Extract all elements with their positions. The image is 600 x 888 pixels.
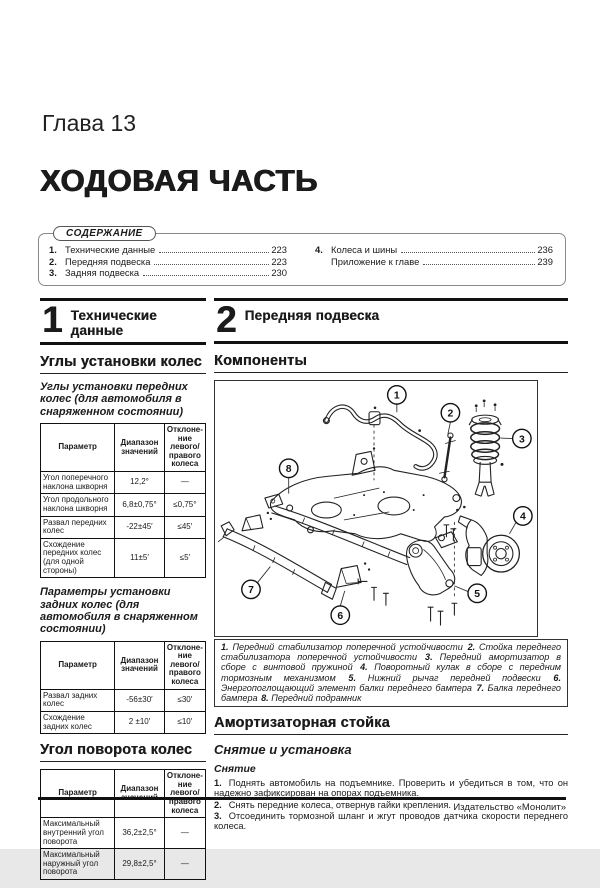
section-2-header	[214, 298, 568, 344]
absorber-bracket-drawing	[336, 562, 370, 587]
toc-entry-page: 223	[271, 256, 287, 267]
spec-table-turn-angle	[40, 769, 206, 880]
table-cell: Максимальный внутренний угол поворота	[41, 818, 115, 849]
toc-dot-leader	[423, 264, 535, 265]
table-cell: Развал передних колес	[41, 516, 115, 538]
procedure-step: 2. Снять передние колеса, отвернув гайки крепления.	[214, 801, 568, 811]
column-header: Параметр	[41, 641, 115, 689]
table-cell: Максимальный наружный угол поворота	[41, 849, 115, 880]
bolts-drawing	[358, 525, 457, 625]
caption-item: 2. Стойка переднего стабилизатора поперечной устойчивости	[221, 642, 561, 662]
table-row	[41, 689, 206, 711]
caption-item: 6. Энергопоглощающий элемент балки переднего бампера	[221, 673, 561, 693]
toc-dot-leader	[143, 275, 269, 276]
svg-text:1: 1	[394, 391, 400, 402]
page-title: ХОДОВАЯ ЧАСТЬ	[40, 163, 318, 199]
procedure-step: 3. Отсоединить тормозной шланг и жгут проводов датчика скорости переднего колеса.	[214, 812, 568, 832]
toc-entry-number: 4.	[315, 244, 331, 255]
svg-text:6: 6	[337, 611, 343, 622]
table-row	[41, 711, 206, 733]
contents-box	[38, 233, 566, 286]
callout-1	[388, 386, 406, 404]
column-header: Отклонение левого/правого колеса	[164, 641, 205, 689]
table-cell: Схождение передних колес (для одной стороны)	[41, 538, 115, 578]
table-cell: 29,8±2,5°	[115, 849, 165, 880]
column-header: Отклонение левого/правого колеса	[164, 423, 205, 471]
callout-2	[441, 404, 459, 422]
suspension-diagram	[214, 380, 538, 637]
toc-entry-label: Технические данные	[65, 244, 157, 255]
toc-entry	[315, 256, 553, 268]
table-cell: 11±5′	[115, 538, 165, 578]
svg-text:5: 5	[474, 589, 480, 600]
leader-line	[509, 521, 516, 533]
toc-entry	[49, 244, 287, 256]
table-row	[41, 849, 206, 880]
lower-arm-drawing	[407, 540, 455, 595]
subheading-removal: Снятие	[214, 763, 568, 775]
table-row	[41, 472, 206, 494]
table-cell: 12,2°	[115, 472, 165, 494]
stabilizer-bar-drawing	[323, 407, 435, 469]
svg-text:7: 7	[248, 585, 254, 596]
callout-7	[242, 580, 260, 598]
toc-entry-label: Передняя подвеска	[65, 256, 152, 267]
column-header: Диапазон значений	[115, 641, 165, 689]
caption-item: 3. Передний амортизатор в сборе с винтовой пружиной	[221, 652, 561, 672]
footer-rule	[38, 797, 566, 800]
table-cell: ≤5′	[164, 538, 205, 578]
svg-text:3: 3	[519, 434, 525, 445]
diagram-caption-box	[214, 639, 568, 707]
toc-column-left	[49, 244, 287, 279]
caption-item: 7. Балка переднего бампера	[221, 683, 561, 703]
table-cell: Угол продольного наклона шкворня	[41, 494, 115, 516]
heading-turn-angle: Угол поворота колес	[40, 742, 206, 762]
toc-dot-leader	[154, 264, 269, 265]
procedure-step: 1. Поднять автомобиль на подъемнике. Проверить и убедиться в том, что он надежно зафиксирован на опорах подъемника.	[214, 779, 568, 799]
caption-item: 1. Передний стабилизатор поперечной устойчивости	[221, 642, 463, 652]
toc-entry-page: 223	[271, 244, 287, 255]
table-cell: ≤45′	[164, 516, 205, 538]
caption-item: 5. Нижний рычаг передней подвески	[348, 673, 540, 683]
table-cell: —	[164, 849, 205, 880]
toc-entry-page: 230	[271, 267, 287, 278]
table-row	[41, 494, 206, 516]
toc-entry	[49, 267, 287, 279]
subheading-rear-wheels: Параметры установки задних колес (для автомобиля в снаряженном состоянии)	[40, 586, 206, 635]
right-column	[214, 298, 568, 834]
suspension-diagram-drawing	[215, 381, 537, 636]
table-cell: ≤0,75°	[164, 494, 205, 516]
section-1-header	[40, 298, 206, 345]
caption-item: 8. Передний подрамник	[261, 693, 361, 703]
column-header: Диапазон значений	[115, 770, 165, 818]
section-2-title: Передняя подвеска	[245, 303, 380, 323]
subheading-removal-installation: Снятие и установка	[214, 742, 568, 757]
callout-3	[513, 429, 531, 447]
callout-4	[514, 507, 532, 525]
bumper-beam-drawing	[218, 512, 336, 600]
table-cell: Угол поперечного наклона шкворня	[41, 472, 115, 494]
table-cell: Развал задних колес	[41, 689, 115, 711]
svg-text:2: 2	[448, 409, 454, 420]
table-cell: ≤10′	[164, 711, 205, 733]
table-row	[41, 538, 206, 578]
toc-entry-label: Колеса и шины	[331, 244, 399, 255]
svg-text:4: 4	[520, 512, 526, 523]
diagram-caption	[221, 642, 561, 703]
leader-line	[454, 586, 468, 592]
toc-entry	[315, 244, 553, 256]
table-row	[41, 516, 206, 538]
caption-item: 4. Поворотный кулак в сборе с передним тормозным механизмом	[221, 662, 561, 682]
knuckle-brake-drawing	[456, 506, 519, 576]
toc-entry	[49, 256, 287, 268]
callout-6	[331, 606, 349, 624]
section-2-number: 2	[216, 303, 237, 337]
heading-components: Компоненты	[214, 353, 568, 373]
table-cell: —	[164, 472, 205, 494]
leader-line	[448, 422, 450, 434]
toc-entry-label: Задняя подвеска	[65, 267, 141, 278]
table-cell: Схождение задних колес	[41, 711, 115, 733]
toc-column-right	[315, 244, 553, 279]
toc-entry-number: 3.	[49, 267, 65, 278]
toc-entry-page: 239	[537, 256, 553, 267]
section-1-title: Технические данные	[71, 303, 206, 338]
spec-table-front-wheels	[40, 423, 206, 578]
toc-dot-leader	[401, 252, 535, 253]
table-cell: -56±30′	[115, 689, 165, 711]
column-header: Отклонение левого/правого колеса	[164, 770, 205, 818]
column-header: Диапазон значений	[115, 423, 165, 471]
subheading-front-wheels: Углы установки передних колес (для автомобиля в снаряженном состоянии)	[40, 381, 206, 418]
callout-8	[279, 459, 297, 477]
callout-5	[468, 584, 486, 602]
heading-strut: Амортизаторная стойка	[214, 715, 568, 735]
heading-wheel-angles: Углы установки колес	[40, 354, 206, 374]
table-cell: -22±45′	[115, 516, 165, 538]
table-cell: 6,8±0,75°	[115, 494, 165, 516]
table-cell: 36,2±2,5°	[115, 818, 165, 849]
table-cell: —	[164, 818, 205, 849]
table-row	[41, 818, 206, 849]
toc-entry-number: 1.	[49, 244, 65, 255]
toc-entry-number: 2.	[49, 256, 65, 267]
leader-line	[257, 567, 270, 583]
toc-entry-label: Приложение к главе	[331, 256, 421, 267]
table-cell: 2 ±10′	[115, 711, 165, 733]
svg-text:8: 8	[286, 464, 292, 475]
spec-table-rear-wheels	[40, 641, 206, 735]
stabilizer-link-drawing	[440, 433, 456, 482]
strut-assembly-drawing	[469, 399, 503, 496]
table-cell: ≤30′	[164, 689, 205, 711]
column-header: Параметр	[41, 770, 115, 818]
contents-tab-label: СОДЕРЖАНИЕ	[53, 226, 156, 241]
toc-dot-leader	[159, 252, 269, 253]
chapter-label: Глава 13	[42, 110, 136, 137]
section-1-number: 1	[42, 303, 63, 337]
leader-line	[340, 591, 344, 606]
toc-entry-page: 236	[537, 244, 553, 255]
publisher-credit: Издательство «Монолит»	[453, 802, 566, 813]
column-header: Параметр	[41, 423, 115, 471]
